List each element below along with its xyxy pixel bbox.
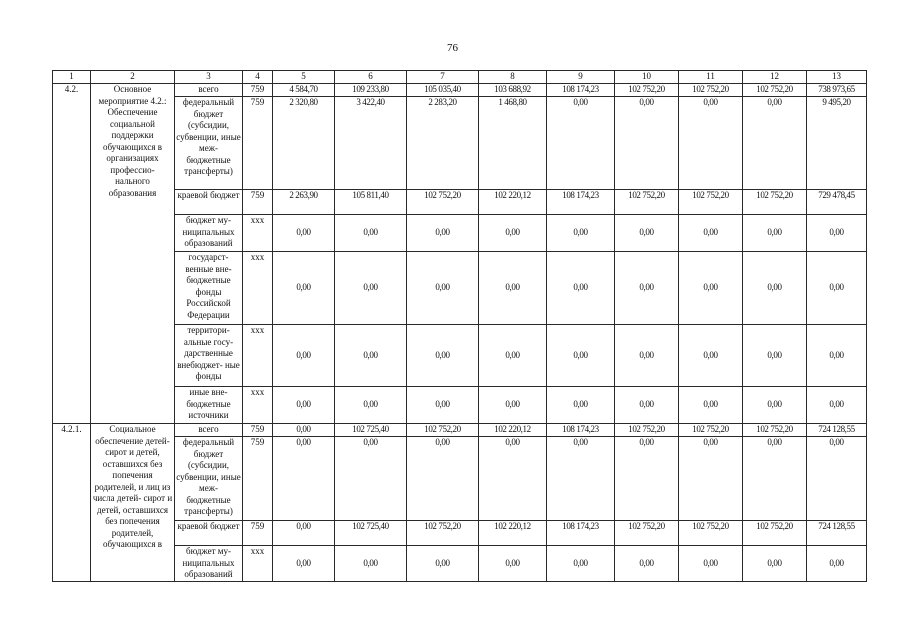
funding-source: всего	[175, 424, 243, 437]
amount-cell: 102 752,20	[407, 521, 479, 546]
row-number: 4.2.	[53, 84, 91, 424]
row-number: 4.2.1.	[53, 424, 91, 582]
column-header: 6	[335, 71, 407, 84]
event-title: Социальное обеспечение детей-сирот и детей, оставшихся без попечения родителей, и лиц из числа детей- сирот и детей, оставшихся без попечения родителей, обучающихся в	[91, 424, 175, 582]
amount-cell: 108 174,23	[547, 521, 615, 546]
amount-cell: 102 752,20	[679, 84, 743, 97]
amount-cell: 0,00	[615, 215, 679, 252]
amount-cell: 0,00	[273, 387, 335, 424]
amount-cell: 102 752,20	[407, 424, 479, 437]
funding-source: федеральный бюджет (субсидии, субвенции, иные меж- бюджетные трансферты)	[175, 437, 243, 521]
amount-cell: 0,00	[743, 387, 807, 424]
amount-cell: 0,00	[407, 252, 479, 325]
amount-cell: 0,00	[679, 387, 743, 424]
amount-cell: 0,00	[335, 215, 407, 252]
funding-source: федеральный бюджет (субсидии, субвенции, иные меж- бюджетные трансферты)	[175, 97, 243, 190]
amount-cell: 0,00	[615, 546, 679, 582]
amount-cell: 0,00	[335, 325, 407, 387]
amount-cell: 109 233,80	[335, 84, 407, 97]
amount-cell: 102 725,40	[335, 521, 407, 546]
column-header: 10	[615, 71, 679, 84]
amount-cell: 1 468,80	[479, 97, 547, 190]
amount-cell: 0,00	[273, 252, 335, 325]
amount-cell: 2 320,80	[273, 97, 335, 190]
amount-cell: 0,00	[743, 97, 807, 190]
amount-cell: 0,00	[743, 437, 807, 521]
amount-cell: 0,00	[479, 252, 547, 325]
amount-cell: 102 752,20	[743, 521, 807, 546]
amount-cell: 102 752,20	[679, 190, 743, 215]
amount-cell: 0,00	[335, 546, 407, 582]
table-row	[53, 325, 867, 387]
amount-cell: 0,00	[273, 215, 335, 252]
amount-cell: 0,00	[479, 215, 547, 252]
amount-cell: 0,00	[615, 437, 679, 521]
amount-cell: 102 752,20	[407, 190, 479, 215]
amount-cell: 9 495,20	[807, 97, 867, 190]
funding-source: бюджет му- ниципальных образований	[175, 546, 243, 582]
amount-cell: 4 584,70	[273, 84, 335, 97]
amount-cell: 108 174,23	[547, 84, 615, 97]
amount-cell: 0,00	[479, 437, 547, 521]
amount-cell: 724 128,55	[807, 521, 867, 546]
amount-cell: 0,00	[679, 325, 743, 387]
column-header: 3	[175, 71, 243, 84]
event-title: Основное мероприятие 4.2.: Обеспечение социальной поддержки обучающихся в организациях профессио- нального образования	[91, 84, 175, 424]
column-header: 7	[407, 71, 479, 84]
budget-code: 759	[243, 97, 273, 190]
amount-cell: 0,00	[679, 437, 743, 521]
amount-cell: 0,00	[273, 424, 335, 437]
column-header: 13	[807, 71, 867, 84]
funding-source: иные вне- бюджетные источники	[175, 387, 243, 424]
amount-cell: 102 752,20	[743, 424, 807, 437]
budget-code: 759	[243, 84, 273, 97]
table-row	[53, 84, 867, 97]
amount-cell: 0,00	[547, 252, 615, 325]
amount-cell: 102 752,20	[615, 521, 679, 546]
amount-cell: 102 752,20	[615, 424, 679, 437]
amount-cell: 0,00	[273, 325, 335, 387]
amount-cell: 729 478,45	[807, 190, 867, 215]
amount-cell: 0,00	[743, 252, 807, 325]
column-header: 1	[53, 71, 91, 84]
amount-cell: 102 220,12	[479, 190, 547, 215]
amount-cell: 0,00	[479, 546, 547, 582]
table-row	[53, 437, 867, 521]
budget-code: 759	[243, 437, 273, 521]
amount-cell: 0,00	[547, 215, 615, 252]
amount-cell: 102 220,12	[479, 424, 547, 437]
table-row	[53, 546, 867, 582]
budget-code: ххх	[243, 325, 273, 387]
amount-cell: 108 174,23	[547, 424, 615, 437]
amount-cell: 0,00	[547, 437, 615, 521]
amount-cell: 3 422,40	[335, 97, 407, 190]
amount-cell: 0,00	[547, 97, 615, 190]
amount-cell: 102 725,40	[335, 424, 407, 437]
column-header: 4	[243, 71, 273, 84]
column-header: 8	[479, 71, 547, 84]
amount-cell: 0,00	[407, 546, 479, 582]
amount-cell: 0,00	[807, 546, 867, 582]
amount-cell: 103 688,92	[479, 84, 547, 97]
amount-cell: 102 752,20	[679, 424, 743, 437]
column-header: 9	[547, 71, 615, 84]
amount-cell: 102 752,20	[615, 190, 679, 215]
amount-cell: 102 220,12	[479, 521, 547, 546]
column-header: 11	[679, 71, 743, 84]
amount-cell: 0,00	[273, 437, 335, 521]
funding-source: краевой бюджет	[175, 521, 243, 546]
amount-cell: 0,00	[407, 325, 479, 387]
amount-cell: 105 035,40	[407, 84, 479, 97]
page-number: 76	[447, 42, 458, 54]
table-row	[53, 424, 867, 437]
amount-cell: 105 811,40	[335, 190, 407, 215]
amount-cell: 0,00	[407, 437, 479, 521]
amount-cell: 0,00	[335, 437, 407, 521]
amount-cell: 0,00	[679, 252, 743, 325]
amount-cell: 0,00	[547, 387, 615, 424]
table-row	[53, 387, 867, 424]
table-row	[53, 252, 867, 325]
amount-cell: 0,00	[547, 546, 615, 582]
amount-cell: 0,00	[807, 325, 867, 387]
budget-code: ххх	[243, 215, 273, 252]
amount-cell: 0,00	[615, 97, 679, 190]
budget-table	[52, 70, 867, 582]
amount-cell: 0,00	[407, 387, 479, 424]
amount-cell: 0,00	[479, 325, 547, 387]
budget-code: ххх	[243, 387, 273, 424]
amount-cell: 0,00	[807, 252, 867, 325]
column-header: 12	[743, 71, 807, 84]
amount-cell: 0,00	[679, 546, 743, 582]
table-row	[53, 521, 867, 546]
amount-cell: 2 263,90	[273, 190, 335, 215]
header-row	[53, 71, 867, 84]
funding-source: всего	[175, 84, 243, 97]
amount-cell: 0,00	[743, 215, 807, 252]
budget-code: 759	[243, 424, 273, 437]
amount-cell: 0,00	[807, 437, 867, 521]
budget-code: ххх	[243, 252, 273, 325]
amount-cell: 0,00	[615, 325, 679, 387]
amount-cell: 0,00	[679, 97, 743, 190]
amount-cell: 738 973,65	[807, 84, 867, 97]
column-header: 5	[273, 71, 335, 84]
funding-source: краевой бюджет	[175, 190, 243, 215]
amount-cell: 0,00	[807, 387, 867, 424]
amount-cell: 0,00	[743, 325, 807, 387]
budget-code: ххх	[243, 546, 273, 582]
amount-cell: 0,00	[807, 215, 867, 252]
amount-cell: 0,00	[615, 387, 679, 424]
amount-cell: 0,00	[615, 252, 679, 325]
amount-cell: 102 752,20	[615, 84, 679, 97]
table-row	[53, 97, 867, 190]
amount-cell: 0,00	[273, 546, 335, 582]
amount-cell: 0,00	[335, 252, 407, 325]
amount-cell: 102 752,20	[679, 521, 743, 546]
amount-cell: 0,00	[335, 387, 407, 424]
amount-cell: 0,00	[479, 387, 547, 424]
amount-cell: 0,00	[273, 521, 335, 546]
amount-cell: 2 283,20	[407, 97, 479, 190]
amount-cell: 0,00	[547, 325, 615, 387]
amount-cell: 0,00	[679, 215, 743, 252]
amount-cell: 0,00	[743, 546, 807, 582]
column-header: 2	[91, 71, 175, 84]
amount-cell: 0,00	[407, 215, 479, 252]
amount-cell: 108 174,23	[547, 190, 615, 215]
amount-cell: 724 128,55	[807, 424, 867, 437]
funding-source: бюджет му- ниципальных образований	[175, 215, 243, 252]
amount-cell: 102 752,20	[743, 84, 807, 97]
table-row	[53, 215, 867, 252]
funding-source: государст- венные вне- бюджетные фонды Российской Федерации	[175, 252, 243, 325]
amount-cell: 102 752,20	[743, 190, 807, 215]
funding-source: территори- альные госу- дарственные внебюджет- ные фонды	[175, 325, 243, 387]
table-row	[53, 190, 867, 215]
budget-code: 759	[243, 521, 273, 546]
budget-code: 759	[243, 190, 273, 215]
